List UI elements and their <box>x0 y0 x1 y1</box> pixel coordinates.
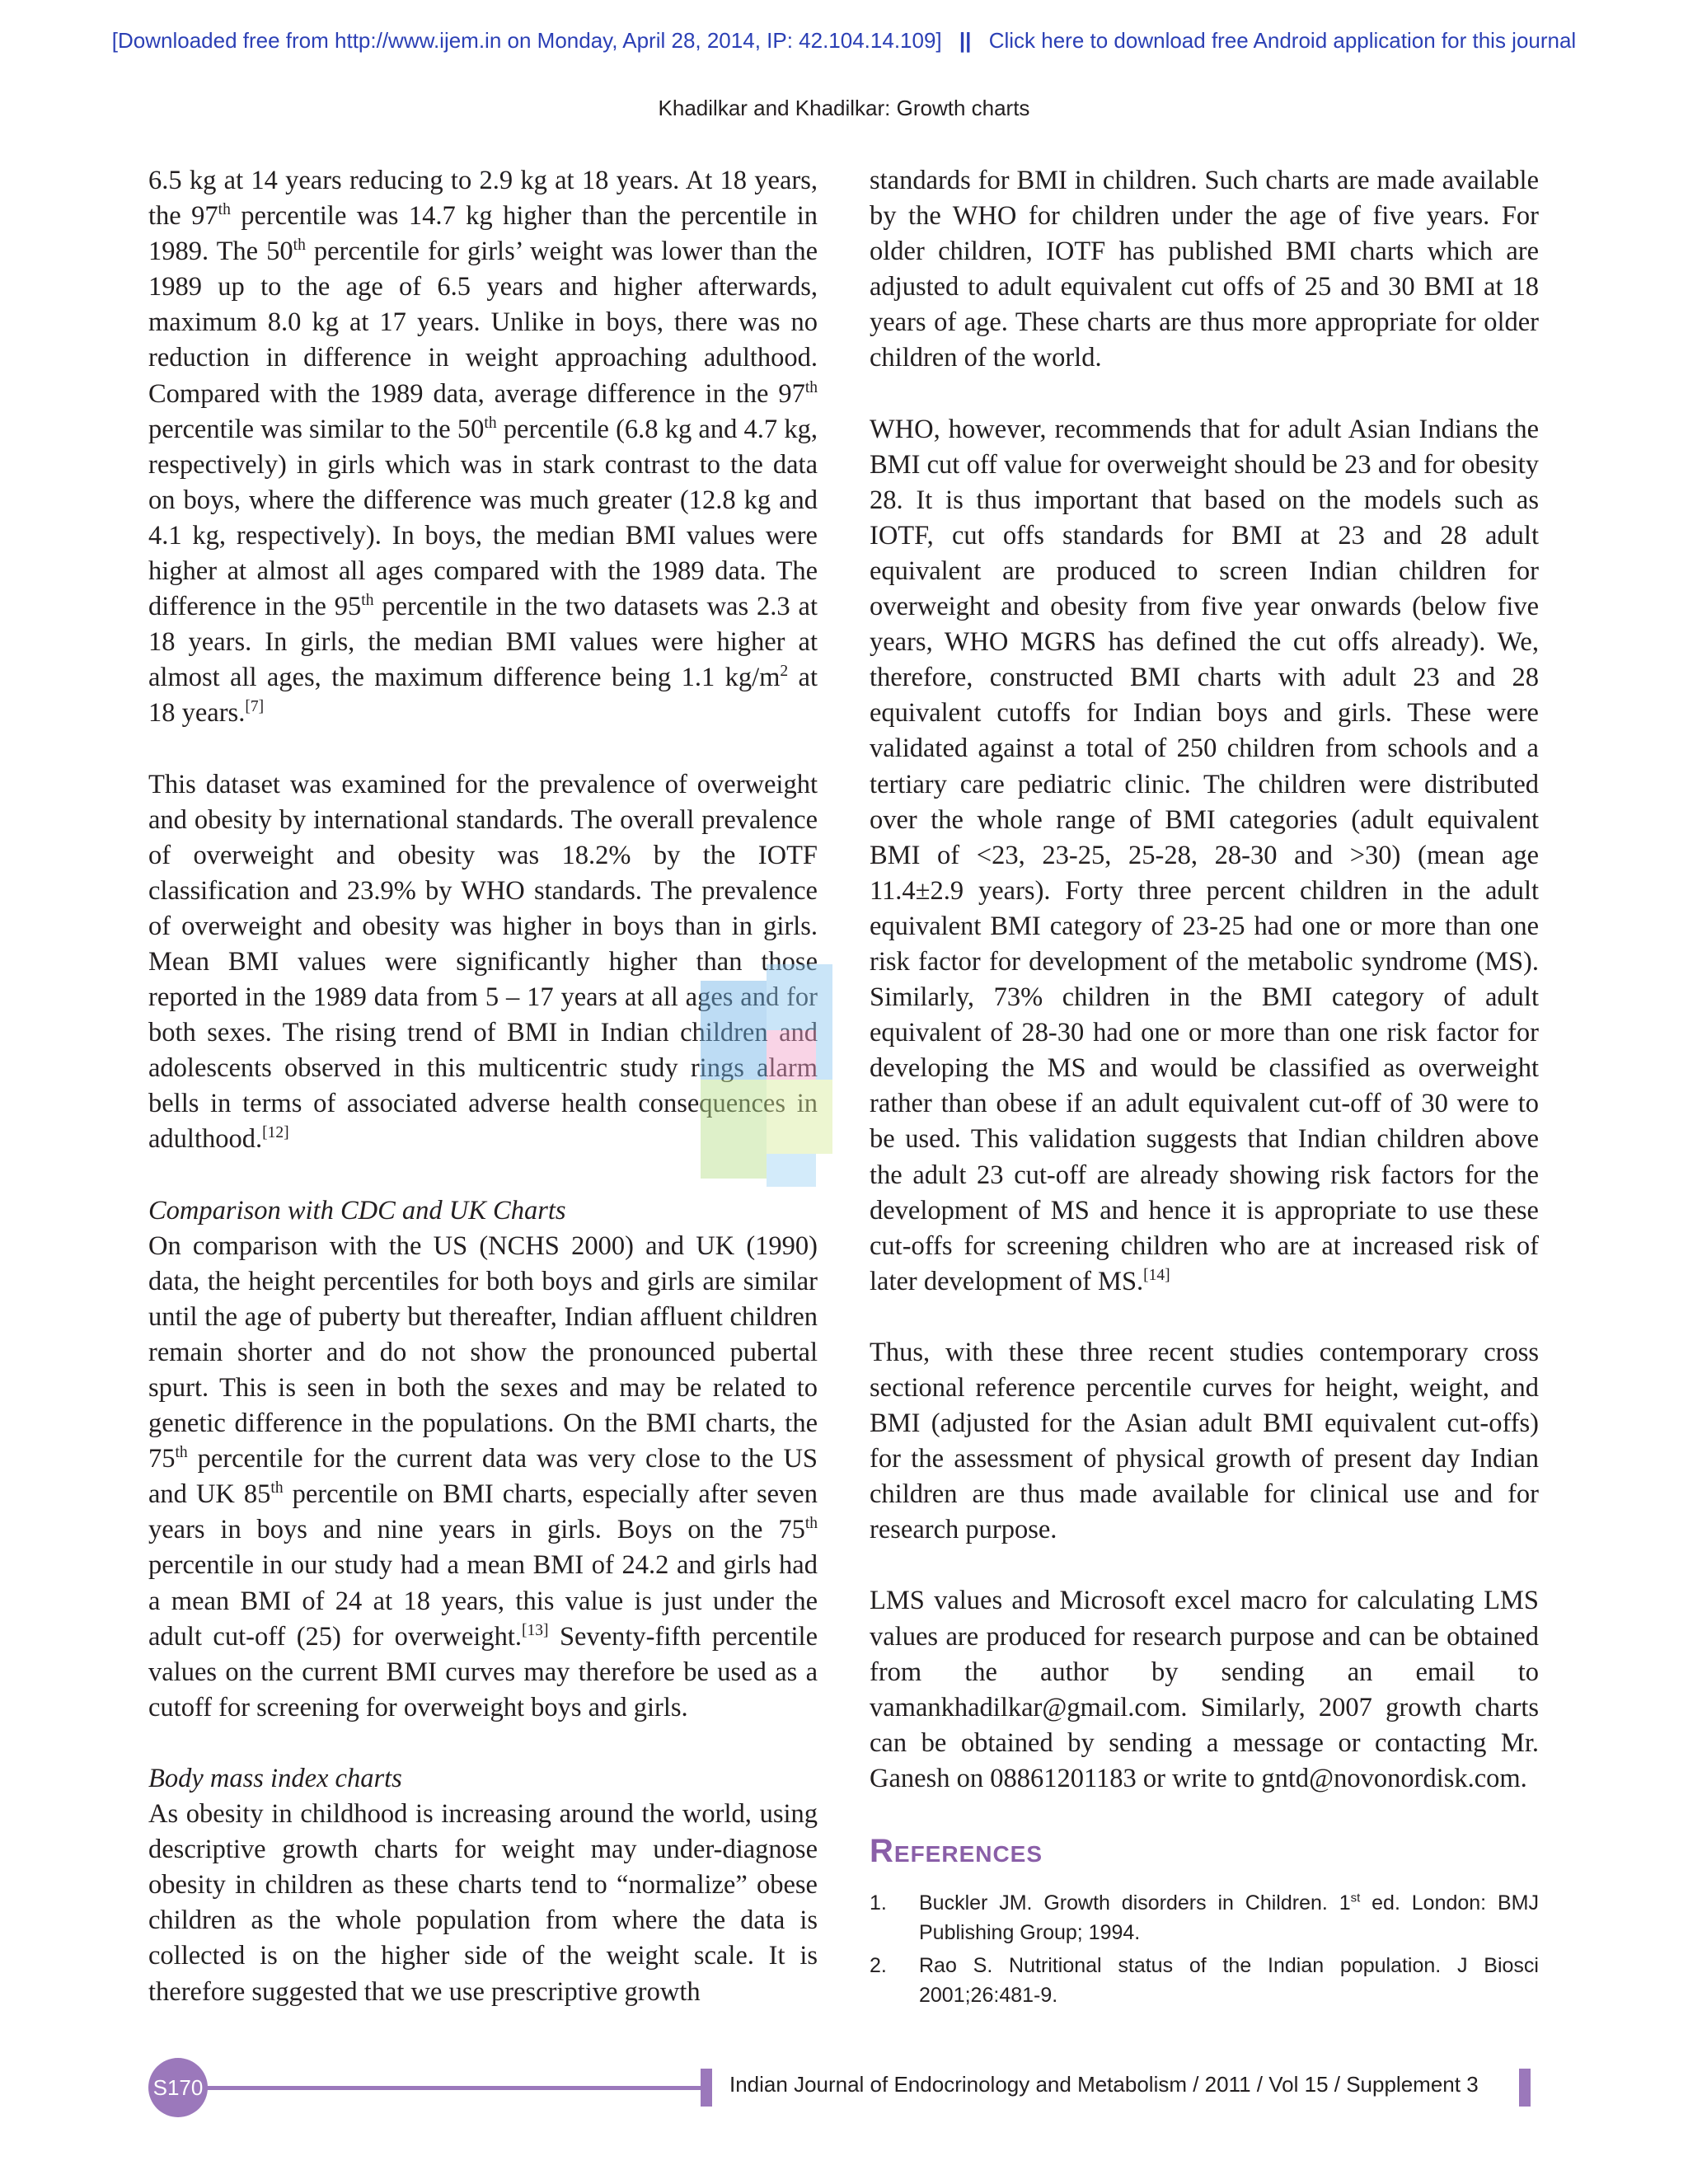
paragraph: 6.5 kg at 14 years reducing to 2.9 kg at 18 years. At 18 years, the 97th percentile was 14.7 kg higher than the percentile in 1989. The 50th percentile for girls’ weight was lower than the 1989 up to the age of 6.5 years and higher afterwards, maximum 8.0 kg at 17 years. Unlike in boys, there was no reduction in difference in weight approaching adulthood. Compared with the 1989 data, average difference in the 97th percentile was similar to the 50th percentile (6.8 kg and 4.7 kg, respectively) in girls which was in stark contrast to the data on boys, where the difference was much greater (12.8 kg and 4.1 kg, respectively). In boys, the median BMI values were higher at almost all ages compared with the 1989 data. The difference in the 95th percentile in the two datasets was 2.3 at 18 years. In girls, the median BMI values were higher at almost all ages, the maximum difference being 1.1 $kg/m^2$ at 18 years.[7] <box>148 166 818 729</box>
footer-rule <box>206 2086 701 2090</box>
footer-bar-right <box>1519 2069 1531 2107</box>
footer-bar-left <box>701 2069 712 2107</box>
superscript: th <box>804 1515 818 1533</box>
reference-number: 1. <box>870 1891 887 1915</box>
section-heading: Body mass index charts <box>148 1763 402 1793</box>
reference-text: Buckler JM. Growth disorders in Children. 1st ed. London: BMJ Publishing Group; 1994. <box>919 1891 1539 1945</box>
references-list <box>870 1888 1539 2010</box>
paragraph: WHO, however, recommends that for adult Asian Indians the BMI cut off value for overweight should be 23 and for obesity 28. It is thus important that based on the models such as IOTF, cut offs standards for BMI at 23 and 28 adult equivalent are produced to screen Indian children for overweight and obesity from five year onwards (below five years, WHO MGRS has defined the cut offs already). We, therefore, constructed BMI charts with adult 23 and 28 equivalent cutoffs for Indian boys and girls. These were validated against a total of 250 children from schools and a tertiary care pediatric clinic. The children were distributed over the whole range of BMI categories (adult equivalent BMI of <23, 23-25, 25-28, 28-30 and >30) (mean age 11.4±2.9 years). Forty three percent children in the adult equivalent BMI category of 23-25 had one or more than one risk factor for development of the metabolic syndrome (MS). Similarly, 73% children in the BMI category of adult equivalent of 28-30 had one or more than one risk factor for developing the MS and would be classified as overweight rather than obese if an adult equivalent cut-off of 30 were to be used. This validation suggests that Indian children above the adult 23 cut-off are already showing risk factors for the development of MS and hence it is appropriate to use these cut-offs for screening children who are at increased risk of later development of MS.[14] <box>870 414 1539 1296</box>
superscript: th <box>361 592 374 610</box>
reference-item <box>870 1888 1539 1947</box>
running-head: Khadilkar and Khadilkar: Growth charts <box>658 96 1030 120</box>
paragraph: As obesity in childhood is increasing around the world, using descriptive growth charts for weight may under-diagnose obesity in children as these charts tend to “normalize” obese children as the whole population from where the data is collected is on the higher side of the weight scale. It is therefore suggested that we use prescriptive growth <box>148 1799 818 2007</box>
section-heading: Comparison with CDC and UK Charts <box>148 1195 566 1226</box>
superscript: th <box>218 201 231 219</box>
superscript: [14] <box>1143 1266 1170 1284</box>
paragraph: On comparison with the US (NCHS 2000) and UK (1990) data, the height percentiles for both boys and girls are similar until the age of puberty but thereafter, Indian affluent children remain shorter and do not show the pronounced pubertal spurt. This is seen in both the sexes and may be related to genetic difference in the populations. On the BMI charts, the 75th percentile for the current data was very close to the US and UK 85th percentile on BMI charts, especially after seven years in boys and nine years in girls. Boys on the 75th percentile in our study had a mean BMI of 24.2 and girls had a mean BMI of 24 at 18 years, this value is just under the adult cut-off (25) for overweight.[13] Seventy-fifth percentile values on the current BMI curves may therefore be used as a cutoff for screening for overweight boys and girls. <box>148 1230 818 1722</box>
download-info-link[interactable]: [Downloaded free from http://www.ijem.in on Monday, April 28, 2014, IP: 42.104.14.109] <box>111 28 942 53</box>
superscript: th <box>293 237 306 255</box>
right-column <box>870 163 1539 2013</box>
paragraph: standards for BMI in children. Such charts are made available by the WHO for children under the age of five years. For older children, IOTF has published BMI charts which are adjusted to adult equivalent cut offs of 25 and 30 BMI at 18 years of age. These charts are thus more appropriate for older children of the world. <box>870 166 1539 373</box>
superscript: [12] <box>262 1124 289 1142</box>
references-heading: References <box>870 1833 1043 1870</box>
banner-separator: || <box>959 28 972 53</box>
footer-journal: Indian Journal of Endocrinology and Metabolism / 2011 / Vol 15 / Supplement 3 <box>729 2072 1479 2097</box>
superscript: [7] <box>245 698 265 716</box>
superscript: [13] <box>522 1621 549 1639</box>
superscript: th <box>484 414 497 432</box>
superscript: 2 <box>780 663 789 681</box>
watermark-logo <box>684 964 882 1212</box>
reference-text: Rao S. Nutritional status of the Indian population. J Biosci 2001;26:481-9. <box>919 1954 1539 2008</box>
superscript: th <box>270 1479 284 1497</box>
superscript: th <box>804 378 818 396</box>
reference-number: 2. <box>870 1954 887 1978</box>
paragraph: This dataset was examined for the prevalence of overweight and obesity by international standards. The overall prevalence of overweight and obesity was 18.2% by the IOTF classification and 23.9% by WHO standards. The prevalence of overweight and obesity was higher in boys than in girls. Mean BMI values were significantly higher than those reported in the 1989 data from 5 – 17 years at all ages and for both sexes. The rising trend of BMI in Indian children and adolescents observed in this multicentric study rings alarm bells in terms of associated adverse health consequences in adulthood.[12] <box>148 769 818 1155</box>
page-number-badge: S170 <box>148 2058 208 2117</box>
superscript: th <box>175 1444 188 1462</box>
paragraph: Thus, with these three recent studies contemporary cross sectional reference percentile curves for height, weight, and BMI (adjusted for the Asian adult BMI equivalent cut-offs) for the assessment of physical growth of present day Indian children are thus made available for clinical use and for research purpose. <box>870 1337 1539 1545</box>
download-banner <box>0 28 1688 54</box>
paragraph: LMS values and Microsoft excel macro for calculating LMS values are produced for research purpose and can be obtained from the author by sending an email to vamankhadilkar@gmail.com. Similarly, 2007 growth charts can be obtained by sending a message or contacting Mr. Ganesh on 08861201183 or write to gntd@novonordisk.com. <box>870 1586 1539 1793</box>
android-app-link[interactable]: Click here to download free Android application for this journal <box>988 28 1577 53</box>
superscript: st <box>1350 1891 1361 1905</box>
reference-item <box>870 1951 1539 2010</box>
